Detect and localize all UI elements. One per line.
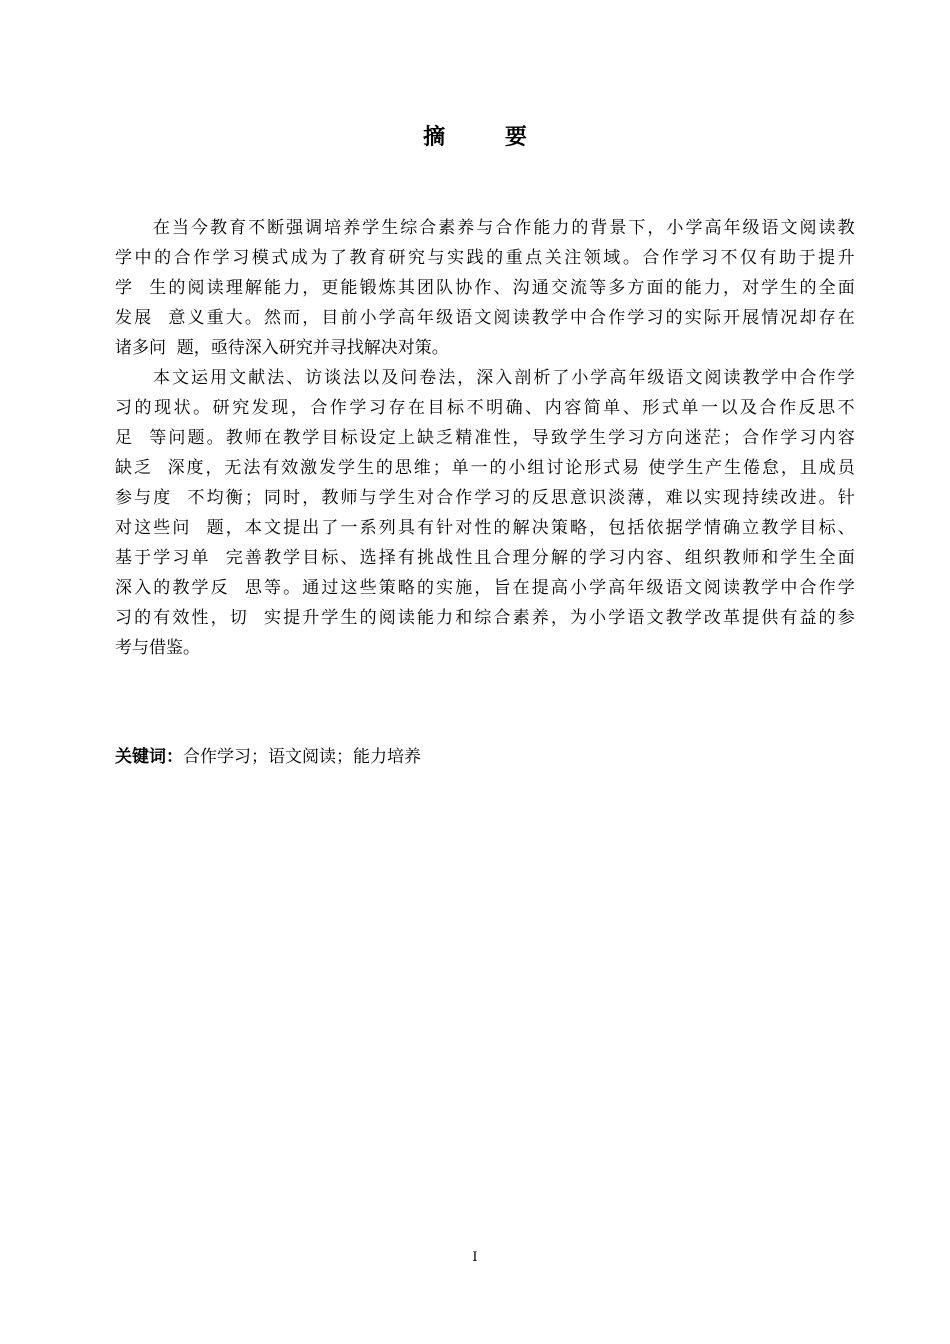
paragraph-1-line-1: 在 当 今 教 育 不 断 强 调 培 养 学 生 综 合 素 养 与 合 作 能 力 的 背 景 下 ， 小 学 高 年 级 语 文 阅 读 教 [153, 218, 855, 238]
keywords-label: 关键词： [115, 747, 183, 767]
paragraph-2-line-7: 基 于 学 习 单 完 善 教 学 目 标 、 选 择 有 挑 战 性 且 合 理 分 解 的 学 习 内 容 、 组 织 教 师 和 学 生 全 面 [115, 548, 855, 568]
paragraph-2-line-3: 足 等 问 题 。 教 师 在 教 学 目 标 设 定 上 缺 乏 精 准 性 ， 导 致 学 生 学 习 方 向 迷 茫 ； 合 作 学 习 内 容 [115, 428, 855, 448]
paragraph-2-line-6: 对 这 些 问 题 ， 本 文 提 出 了 一 系 列 具 有 针 对 性 的 解 决 策 略 ， 包 括 依 据 学 情 确 立 教 学 目 标 、 [115, 518, 855, 538]
paragraph-1-line-3: 学 生 的 阅 读 理 解 能 力 ， 更 能 锻 炼 其 团 队 协 作 、 沟 通 交 流 等 多 方 面 的 能 力 ， 对 学 生 的 全 面 [115, 278, 855, 298]
abstract-body [115, 213, 855, 663]
paragraph-2-line-10: 考与借鉴。 [115, 638, 200, 658]
paragraph-1-line-4: 发 展 意 义 重 大 。 然 而 ， 目 前 小 学 高 年 级 语 文 阅 读 教 学 中 合 作 学 习 的 实 际 开 展 情 况 却 存 在 [115, 308, 855, 328]
page-number: I [472, 1250, 478, 1265]
paragraph-2-line-5: 参 与 度 不 均 衡 ； 同 时 ， 教 师 与 学 生 对 合 作 学 习 的 反 思 意 识 淡 薄 ， 难 以 实 现 持 续 改 进 。 针 [115, 488, 855, 508]
paragraph-2-line-4: 缺 乏 深 度 ， 无 法 有 效 激 发 学 生 的 思 维 ； 单 一 的 小 组 讨 论 形 式 易 使 学 生 产 生 倦 怠 ， 且 成 员 [115, 458, 855, 478]
paragraph-2-line-2: 习 的 现 状 。 研 究 发 现 ， 合 作 学 习 存 在 目 标 不 明 确 、 内 容 简 单 、 形 式 单 一 以 及 合 作 反 思 不 [115, 398, 855, 418]
paragraph-1-line-2: 学 中 的 合 作 学 习 模 式 成 为 了 教 育 研 究 与 实 践 的 重 点 关 注 领 域 。 合 作 学 习 不 仅 有 助 于 提 升 [115, 248, 855, 268]
keywords-line [115, 742, 421, 772]
paragraph-2-line-8: 深 入 的 教 学 反 思 等 。 通 过 这 些 策 略 的 实 施 ， 旨 在 提 高 小 学 高 年 级 语 文 阅 读 教 学 中 合 作 学 [115, 578, 855, 598]
abstract-title: 摘 要 [423, 125, 553, 150]
paragraph-2-line-1: 本 文 运 用 文 献 法 、 访 谈 法 以 及 问 卷 法 ， 深 入 剖 析 了 小 学 高 年 级 语 文 阅 读 教 学 中 合 作 学 [153, 368, 855, 388]
keywords-list: 合作学习；语文阅读；能力培养 [183, 747, 421, 767]
paragraph-2-line-9: 习 的 有 效 性 ， 切 实 提 升 学 生 的 阅 读 能 力 和 综 合 素 养 ， 为 小 学 语 文 教 学 改 革 提 供 有 益 的 参 [115, 608, 855, 628]
paragraph-1-line-5: 诸多问 题，亟待深入研究并寻找解决对策。 [115, 338, 449, 358]
